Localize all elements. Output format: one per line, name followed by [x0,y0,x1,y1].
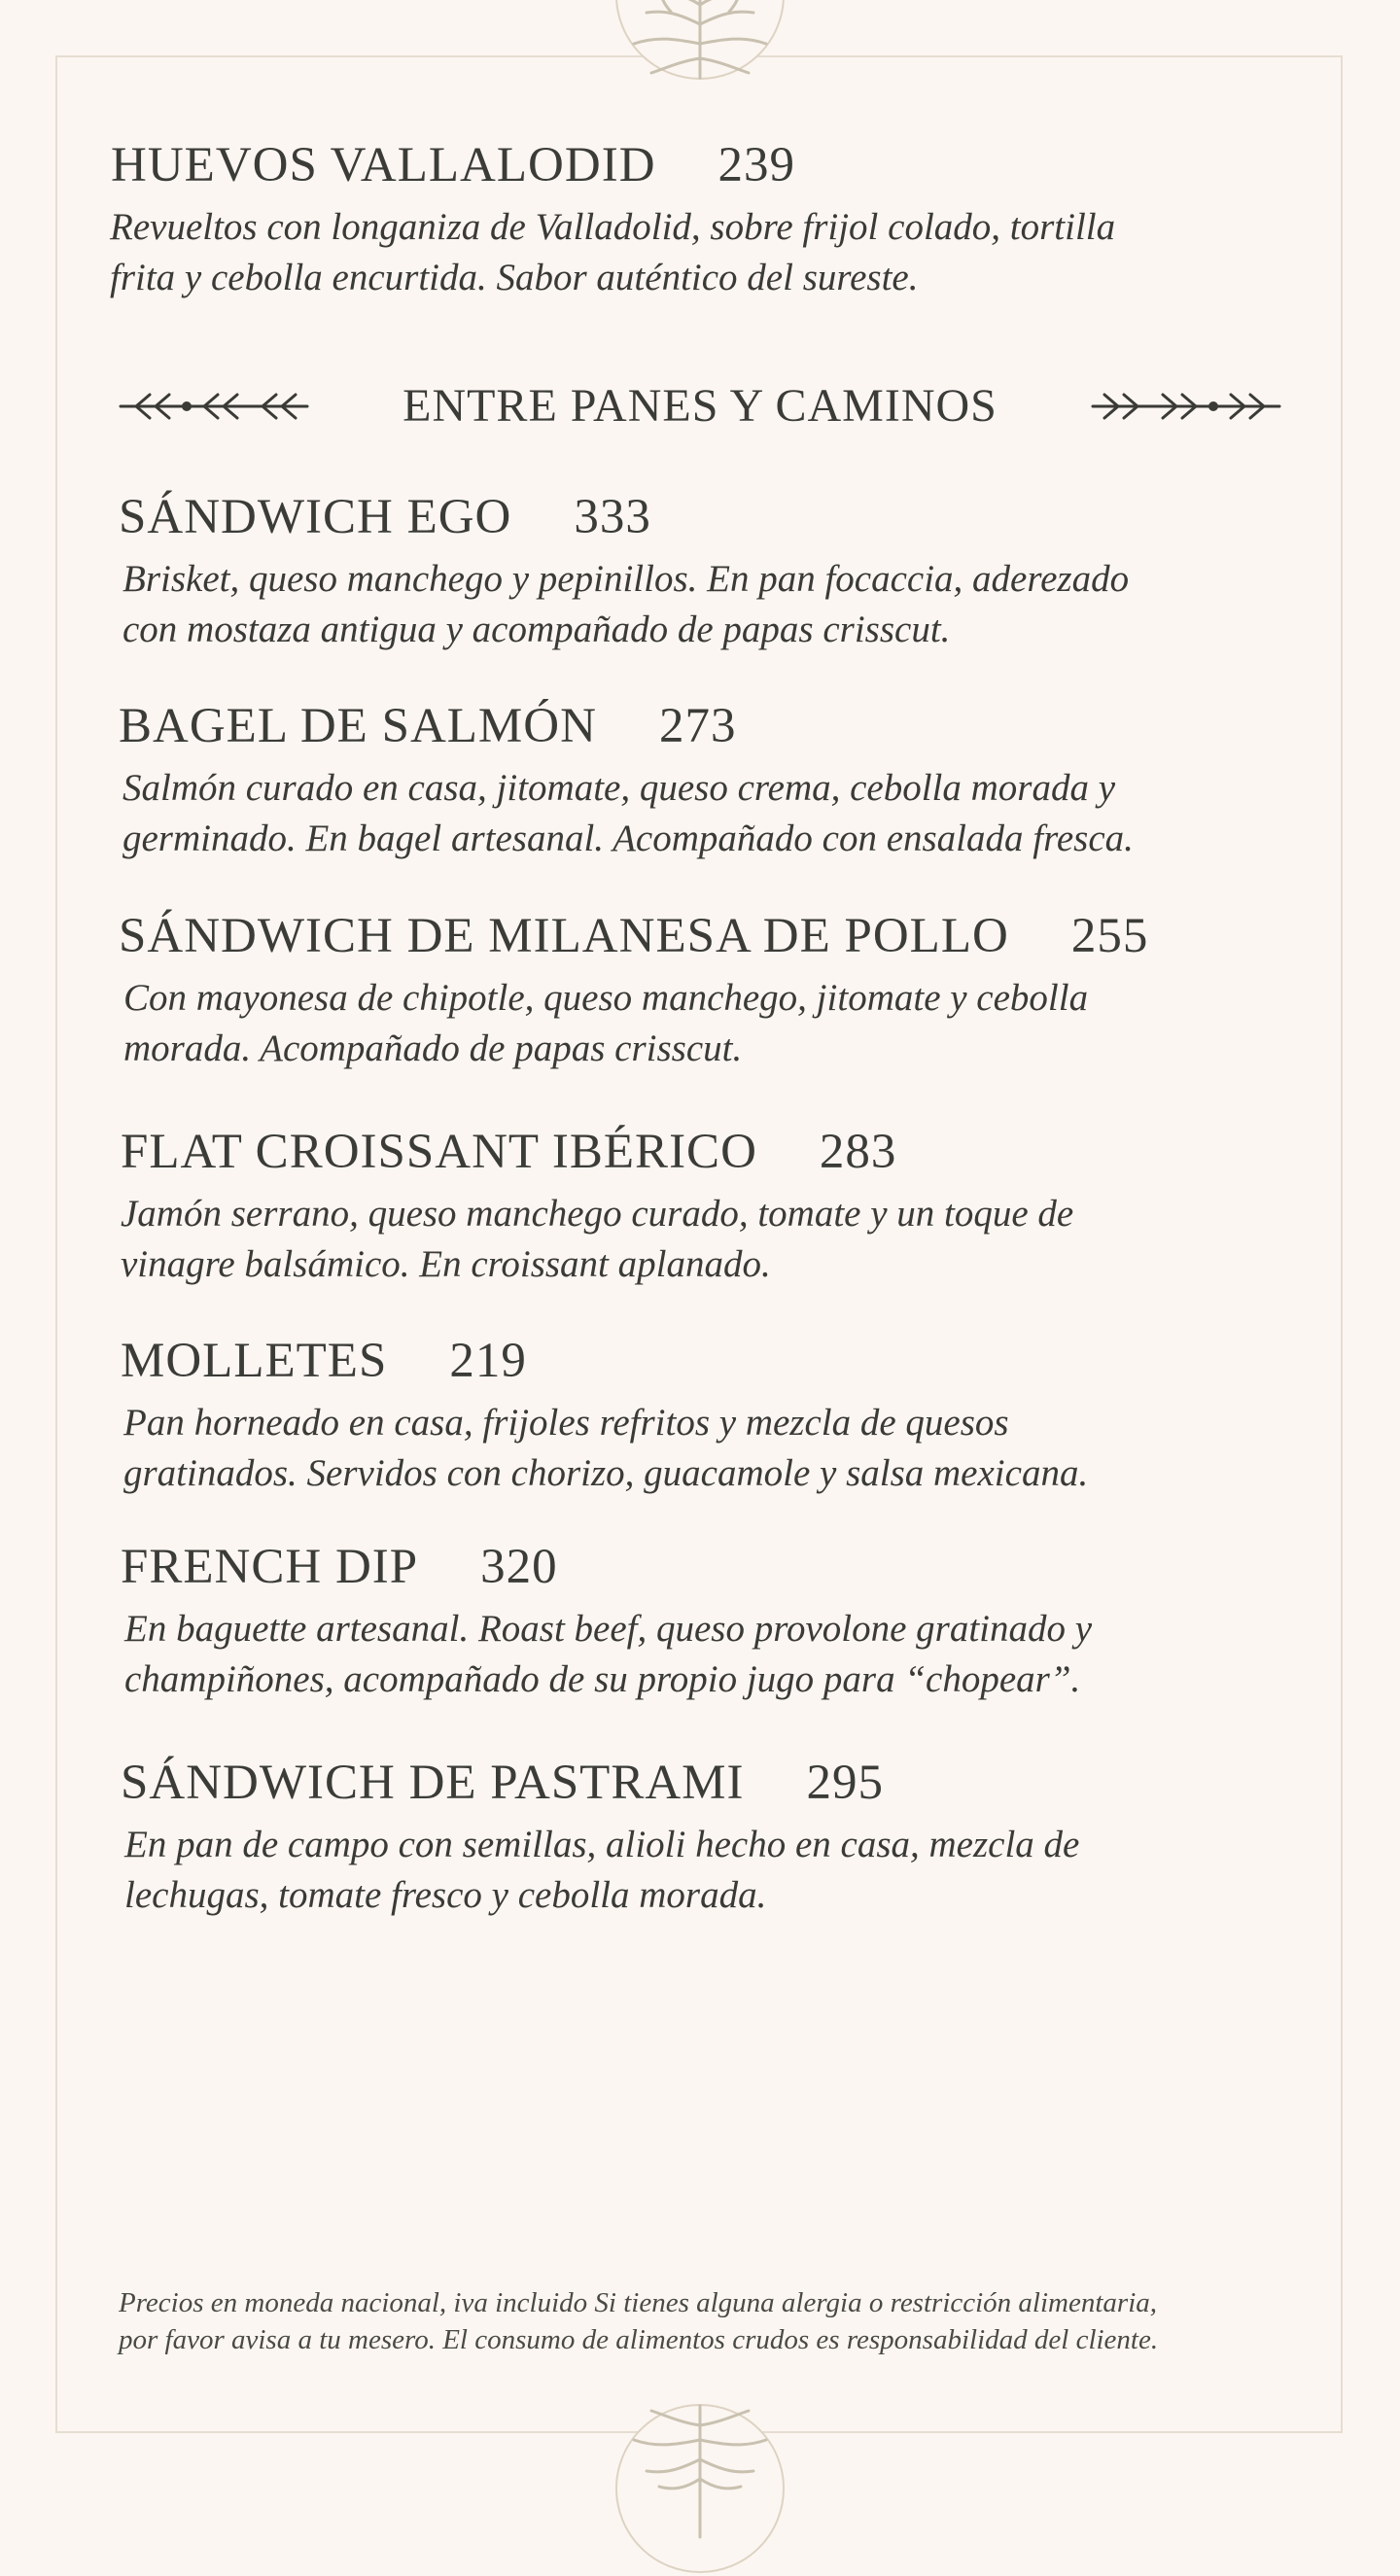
menu-item-molletes [0,1332,1400,1499]
item-header [119,697,1400,755]
item-description-line: Pan horneado en casa, frijoles refritos y mezcla de quesos [123,1402,1009,1444]
item-name: MOLLETES [121,1334,388,1388]
item-price: 255 [1070,909,1149,963]
item-price: 219 [449,1334,527,1388]
item-name: HUEVOS VALLALODID [111,138,656,192]
item-name: FLAT CROISSANT IBÉRICO [121,1125,757,1179]
item-description-line: Salmón curado en casa, jitomate, queso crema, cebolla morada y [122,767,1116,809]
item-name: FRENCH DIP [121,1540,419,1594]
footer-line: Precios en moneda nacional, iva incluido Si tienes alguna alergia o restricción alimentaria, [119,2287,1158,2318]
menu-footer-note [119,2284,1305,2358]
menu-item-sandwich-de-pastrami [0,1754,1400,1921]
item-header [121,1123,1400,1181]
item-description [123,1398,1400,1499]
item-description [124,1604,1400,1705]
item-description [110,202,1400,303]
item-description-line: frita y cebolla encurtida. Sabor auténtico del sureste. [110,257,919,298]
laurel-branch-ornament-right [1089,383,1283,430]
section-title: ENTRE PANES Y CAMINOS [402,380,998,432]
item-price: 239 [718,138,796,192]
footer-line: por favor avisa a tu mesero. El consumo de alimentos crudos es responsabilidad del cliente. [119,2324,1159,2355]
section-header [0,377,1400,435]
item-description-line: vinagre balsámico. En croissant aplanado. [121,1243,771,1285]
menu-item-flat-croissant-iberico [0,1123,1400,1290]
item-description-line: champiñones, acompañado de su propio jugo para “chopear”. [124,1658,1081,1700]
item-description-line: morada. Acompañado de papas crisscut. [123,1027,743,1069]
item-description [122,554,1400,655]
item-header [121,1332,1400,1390]
item-header [121,1538,1400,1596]
item-description-line: En baguette artesanal. Roast beef, queso provolone gratinado y [124,1608,1093,1650]
item-price: 283 [819,1125,897,1179]
item-header [111,136,1400,194]
item-description [124,1820,1400,1921]
item-price: 333 [574,490,651,544]
item-price: 320 [480,1540,558,1594]
item-description-line: Con mayonesa de chipotle, queso manchego, jitomate y cebolla [123,977,1089,1019]
menu-item-sandwich-ego [0,488,1400,655]
item-description-line: Revueltos con longaniza de Valladolid, sobre frijol colado, tortilla [110,206,1116,248]
item-description-line: lechugas, tomate fresco y cebolla morada. [124,1874,767,1916]
item-name: SÁNDWICH DE MILANESA DE POLLO [119,909,1009,963]
item-header [121,1754,1400,1812]
item-price: 273 [658,699,737,753]
item-header [119,488,1400,546]
item-description-line: gratinados. Servidos con chorizo, guacamole y salsa mexicana. [123,1452,1089,1494]
tree-roots-emblem-top [612,0,788,83]
item-description-line: germinado. En bagel artesanal. Acompañado con ensalada fresca. [122,818,1134,859]
item-description-line: En pan de campo con semillas, alioli hecho en casa, mezcla de [124,1824,1080,1865]
menu-item-bagel-de-salmon [0,697,1400,864]
menu-item-sandwich-de-milanesa-de-pollo [0,907,1400,1074]
item-description [122,763,1400,864]
menu-item-huevos-vallalodid [0,136,1400,303]
item-description [123,973,1400,1074]
item-name: SÁNDWICH DE PASTRAMI [121,1756,745,1810]
item-description [121,1189,1400,1290]
item-name: SÁNDWICH EGO [119,490,512,544]
item-price: 295 [806,1756,885,1810]
item-name: BAGEL DE SALMÓN [119,699,597,753]
item-description-line: Brisket, queso manchego y pepinillos. En pan focaccia, aderezado [122,558,1130,600]
item-header [119,907,1400,965]
menu-item-french-dip [0,1538,1400,1705]
tree-roots-emblem-bottom [612,2401,788,2576]
item-description-line: con mostaza antigua y acompañado de papas crisscut. [122,609,951,650]
item-description-line: Jamón serrano, queso manchego curado, tomate y un toque de [121,1193,1074,1235]
